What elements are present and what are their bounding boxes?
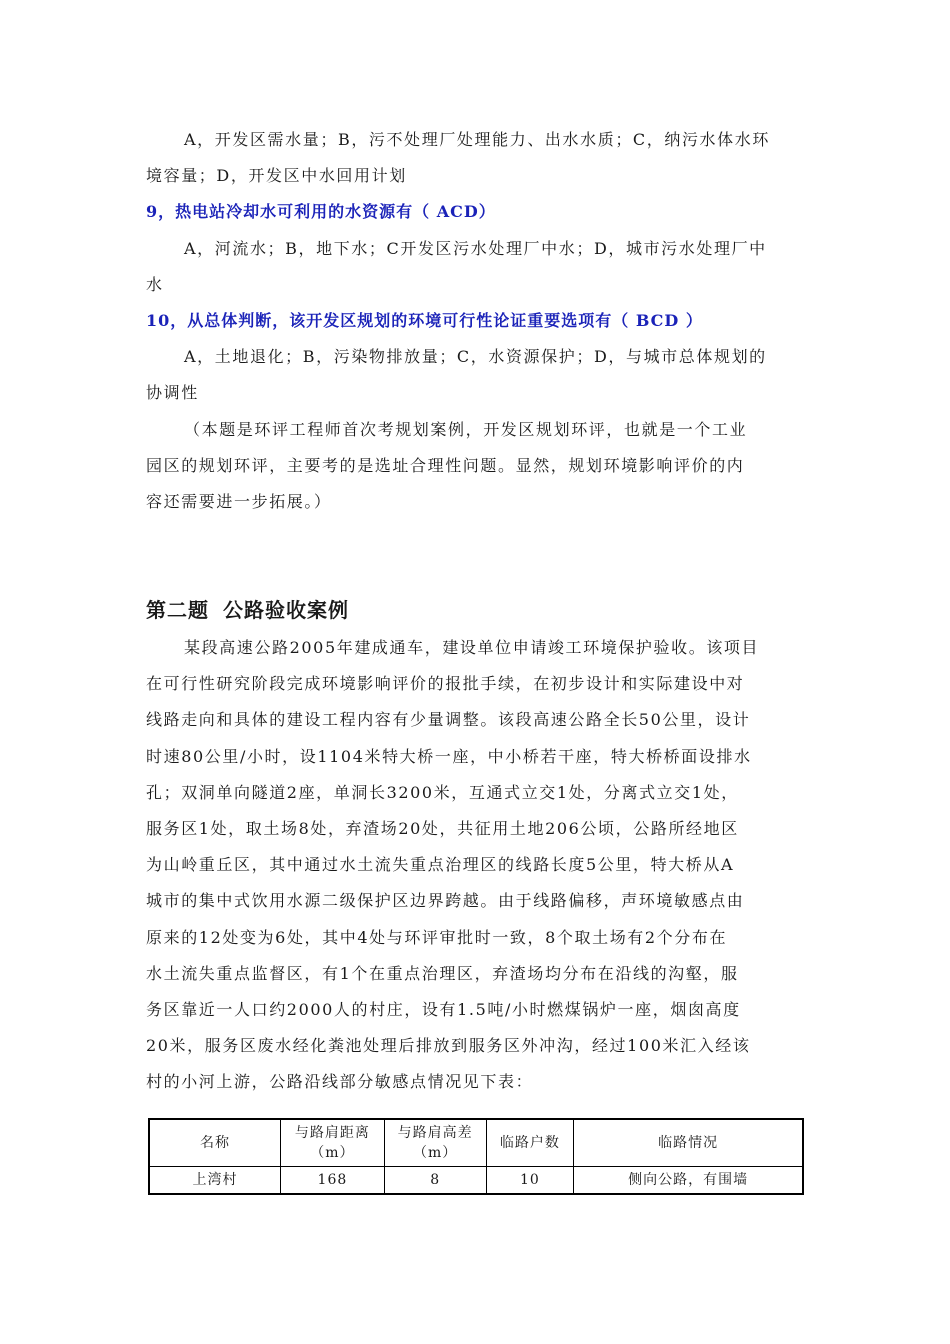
sensitive-points-table — [148, 1118, 804, 1195]
text-line: 境容量；D，开发区中水回用计划 — [146, 166, 407, 186]
text-line: 务区靠近一人口约2000人的村庄，设有1.5吨/小时燃煤锅炉一座，烟囱高度 — [146, 1000, 741, 1019]
table-header-cell: 名称 — [149, 1119, 281, 1167]
text-line: 服务区1处，取土场8处，弃渣场20处，共征用土地206公顷，公路所经地区 — [146, 819, 739, 838]
text-line: 时速80公里/小时，设1104米特大桥一座，中小桥若干座，特大桥桥面设排水 — [146, 746, 752, 766]
text-line: A，土地退化；B，污染物排放量；C，水资源保护；D，与城市总体规划的 — [184, 347, 767, 367]
text-line: 容还需要进一步拓展。） — [146, 492, 332, 511]
text-line: 20米，服务区废水经化粪池处理后排放到服务区外冲沟，经过100米汇入经该 — [146, 1036, 751, 1056]
text-line: 水 — [146, 274, 164, 294]
question-line: 9，热电站冷却水可利用的水资源有（ ACD） — [146, 202, 496, 222]
text-line: A，河流水；B，地下水；C开发区污水处理厂中水；D，城市污水处理厂中 — [184, 238, 767, 258]
text-line: 村的小河上游，公路沿线部分敏感点情况见下表： — [146, 1072, 534, 1092]
section-title: 公路验收案例 — [223, 598, 349, 622]
table-cell: 上湾村 — [149, 1167, 281, 1195]
section-heading — [146, 598, 349, 622]
table-header-cell: 与路肩高差 （m） — [384, 1119, 486, 1167]
text-line: 原来的12处变为6处，其中4处与环评审批时一致，8个取土场有2个分布在 — [146, 927, 728, 947]
text-line: 为山岭重丘区，其中通过水土流失重点治理区的线路长度5公里，特大桥从A — [146, 855, 735, 875]
text-line: 某段高速公路2005年建成通车，建设单位申请竣工环境保护验收。该项目 — [184, 638, 760, 657]
text-line: 孔；双洞单向隧道2座，单洞长3200米，互通式立交1处，分离式立交1处， — [146, 782, 739, 802]
text-line: 线路走向和具体的建设工程内容有少量调整。该段高速公路全长50公里，设计 — [146, 710, 751, 730]
table-cell: 10 — [486, 1167, 574, 1195]
table-cell: 8 — [384, 1167, 486, 1195]
table-header-cell: 与路肩距离 （m） — [281, 1119, 385, 1167]
table-cell: 168 — [281, 1167, 385, 1195]
question-line: 10，从总体判断，该开发区规划的环境可行性论证重要选项有（ BCD ） — [146, 311, 703, 330]
text-line: 水土流失重点监督区，有1个在重点治理区，弃渣场均分布在沿线的沟壑，服 — [146, 963, 739, 983]
text-line: （本题是环评工程师首次考规划案例，开发区规划环评，也就是一个工业 — [184, 419, 748, 439]
table-header-cell: 临路情况 — [574, 1119, 803, 1167]
table-header-row — [149, 1119, 803, 1167]
table-cell: 侧向公路，有围墙 — [574, 1167, 803, 1195]
text-line: 园区的规划环评，主要考的是选址合理性问题。显然，规划环境影响评价的内 — [146, 455, 745, 475]
text-line: 协调性 — [146, 383, 199, 403]
text-line: A，开发区需水量；B，污不处理厂处理能力、出水水质；C，纳污水体水环 — [184, 130, 770, 149]
text-line: 城市的集中式饮用水源二级保护区边界跨越。由于线路偏移，声环境敏感点由 — [146, 891, 745, 911]
table-header-cell: 临路户数 — [486, 1119, 574, 1167]
table-row — [149, 1167, 803, 1195]
section-number: 第二题 — [146, 598, 209, 622]
text-line: 在可行性研究阶段完成环境影响评价的报批手续，在初步设计和实际建设中对 — [146, 674, 745, 694]
